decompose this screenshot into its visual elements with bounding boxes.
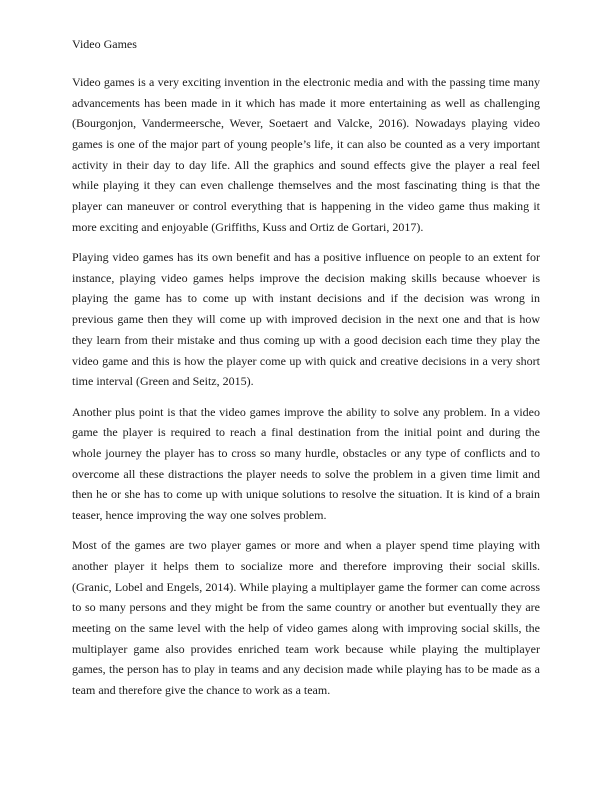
text-line: more exciting and enjoyable (Griffiths, Kuss and Ortiz de Gortari, 2017). [72, 219, 424, 234]
text-line: teaser, hence improving the way one solves problem. [72, 507, 327, 522]
text-line: previous game then they will come up with improved decision in the next one and that is how [72, 312, 540, 327]
text-line: while playing it they can even challenge themselves and the most fascinating thing is that the [72, 178, 540, 193]
text-line: (Bourgonjon, Vandermeersche, Wever, Soetaert and Valcke, 2016). Nowadays playing video [72, 116, 540, 131]
text-line: activity in their day to day life. All the graphics and sound effects give the player a real feel [72, 157, 540, 172]
text-line: time interval (Green and Seitz, 2015). [72, 374, 254, 389]
text-line: instance, playing video games helps improve the decision making skills because whoever is [72, 270, 540, 285]
text-line: Another plus point is that the video games improve the ability to solve any problem. In a video [72, 404, 540, 419]
text-line: player can maneuver or control everything that is happening in the video game thus making it [72, 199, 540, 214]
text-line: Most of the games are two player games or more and when a player spend time playing with [72, 538, 540, 553]
text-line: whole journey the player has to cross so many hurdle, obstacles or any type of conflicts and to [72, 445, 540, 460]
text-line: meeting on the same level with the help of video games along with improving social skills, the [72, 620, 540, 635]
text-line: video game and this is how the player come up with quick and creative decisions in a very short [72, 353, 540, 368]
paragraph [72, 72, 540, 238]
text-line: game the player is required to reach a final destination from the initial point and during the [72, 425, 540, 440]
text-line: another player it helps them to socialize more and therefore improving their social skills. [72, 558, 540, 573]
text-line: playing the game has to come up with instant decisions and if the decision was wrong in [72, 291, 540, 306]
text-line: games, the person has to play in teams and any decision made while playing has to be made as a [72, 662, 540, 677]
document-body [72, 72, 540, 701]
text-line: (Granic, Lobel and Engels, 2014). While playing a multiplayer game the former can come across [72, 579, 540, 594]
text-line: multiplayer game also provides enriched team work because while playing the multiplayer [72, 641, 540, 656]
text-line: Video games is a very exciting invention in the electronic media and with the passing time many [72, 75, 540, 89]
paragraph [72, 402, 540, 526]
text-line: Playing video games has its own benefit and has a positive influence on people to an extent for [72, 250, 540, 265]
text-line: they learn from their mistake and thus coming up with a good decision each time they play the [72, 332, 540, 347]
text-line: then he or she has to come up with unique solutions to resolve the situation. It is kind of a brain [72, 487, 540, 502]
text-line: games is one of the major part of young people’s life, it can also be counted as a very important [72, 137, 540, 152]
paragraph [72, 247, 540, 392]
text-line: to so many persons and they might be from the same country or another but eventually they are [72, 600, 540, 615]
document-title: Video Games [72, 37, 137, 51]
paragraph [72, 535, 540, 701]
document-page [72, 36, 540, 710]
text-line: team and therefore give the chance to work as a team. [72, 683, 331, 698]
text-line: overcome all these distractions the player needs to solve the problem in a given time limit and [72, 466, 540, 481]
text-line: advancements has been made in it which has made it more entertaining as well as challenging [72, 95, 540, 110]
